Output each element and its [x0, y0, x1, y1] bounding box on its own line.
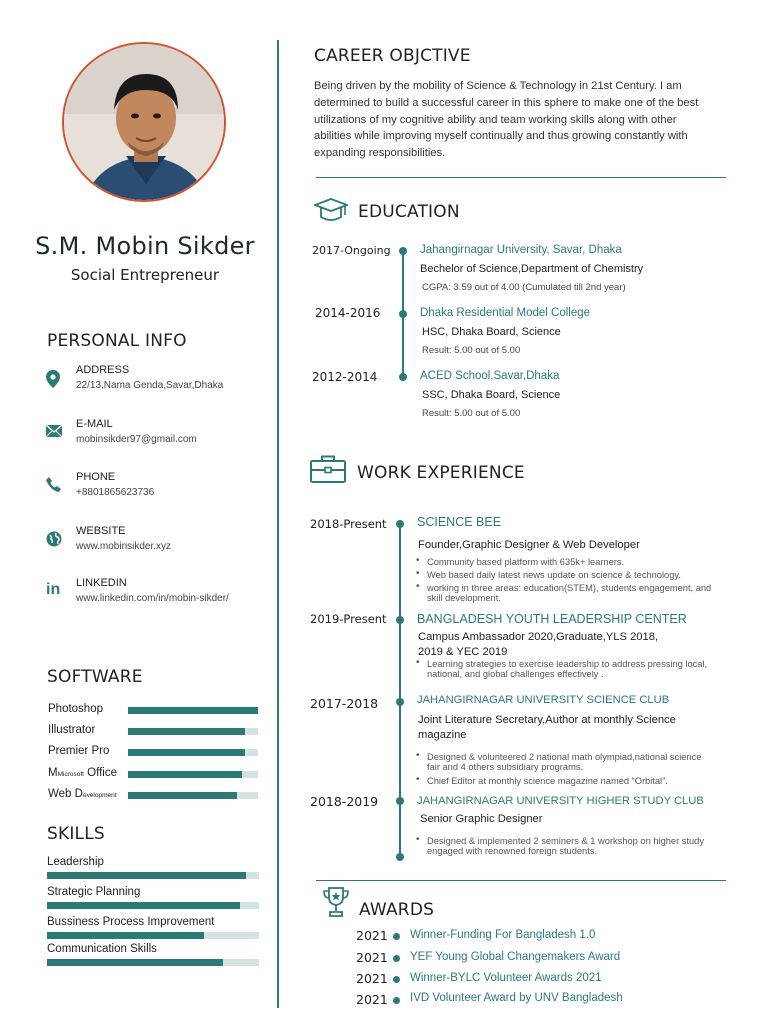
- education-result: Result: 5.00 out of 5.00: [422, 408, 521, 419]
- software-bar-track: [128, 749, 258, 756]
- skill-bar-track: [47, 872, 259, 879]
- award-dot: [393, 955, 400, 962]
- education-degree: HSC, Dhaka Board, Science: [422, 326, 561, 338]
- work-years: 2018-2019: [310, 794, 379, 809]
- software-bar-track: [128, 771, 258, 778]
- work-position: Joint Literature Secretary,Author at monthly Science magazine: [418, 714, 676, 741]
- software-bar-track: [128, 728, 258, 735]
- software-bar-fill: [128, 749, 245, 756]
- software-item: [48, 745, 260, 761]
- timeline-dot: [399, 247, 407, 255]
- section-divider: [316, 880, 726, 881]
- timeline-dot: [399, 310, 407, 318]
- education-institution: Jahangirnagar University, Savar, Dhaka: [420, 244, 622, 256]
- work-years: 2018-Present: [310, 517, 387, 531]
- profile-name: S.M. Mobin Sikder: [35, 232, 255, 260]
- education-years: 2012-2014: [312, 370, 378, 384]
- work-years: 2019-Present: [310, 612, 387, 626]
- info-value: www.mobinsikder.xyz: [76, 541, 172, 552]
- section-divider: [316, 177, 726, 178]
- info-value: +8801865623736: [76, 487, 155, 498]
- education-degree: SSC, Dhaka Board, Science: [422, 389, 561, 401]
- skill-bar-track: [47, 959, 259, 966]
- info-label: ADDRESS: [76, 364, 130, 376]
- skill-item: [47, 943, 259, 967]
- graduation-cap-icon: [314, 198, 348, 229]
- education-result: CGPA: 3.59 out of 4.00 (Cumulated till 2nd year): [422, 282, 626, 293]
- location-pin-icon: [46, 370, 64, 388]
- software-label: Premier Pro: [48, 745, 110, 757]
- personal-info-heading: PERSONAL INFO: [47, 331, 187, 351]
- software-label-small: evelopment: [82, 792, 117, 799]
- work-bullet: • Chief Editor at monthly science magazine named “Orbital”.: [416, 776, 716, 786]
- award-year: 2021: [356, 971, 388, 986]
- work-bullet: • Designed & volunteered 2 national math olympiad,national science fair and 4 others subsidiary programs.: [416, 752, 708, 772]
- award-year: 2021: [356, 992, 388, 1007]
- timeline-dot: [396, 616, 404, 624]
- skill-bar-fill: [47, 959, 223, 966]
- skills-heading: SKILLS: [47, 824, 105, 844]
- timeline-dot: [396, 797, 404, 805]
- award-title: YEF Young Global Changemakers Award: [410, 951, 621, 963]
- globe-icon: [46, 531, 64, 549]
- work-bullet: • Community based platform with 635k+ learners.: [416, 557, 716, 567]
- education-result: Result: 5.00 out of 5.00: [422, 345, 521, 356]
- info-value: mobinsikder97@gmail.com: [76, 434, 197, 445]
- work-position: Senior Graphic Designer: [420, 813, 543, 825]
- phone-icon: [46, 477, 64, 495]
- software-label-main: Office: [87, 767, 117, 779]
- timeline-dot: [396, 853, 404, 861]
- education-institution: ACED School,Savar,Dhaka: [420, 370, 560, 382]
- objective-text: Being driven by the mobility of Science & Technology in 21st Century. I am determined to build a successful career in this sphere to make one of the best utilizations of my cognitive ability and team working skills along with other abilities while improving myself continually and thus growing constantly with expanding responsibilities.: [314, 80, 699, 160]
- software-bar-track: [128, 707, 258, 714]
- software-item: [48, 788, 260, 804]
- info-label: PHONE: [76, 471, 116, 483]
- work-position: Founder,Graphic Designer & Web Developer: [418, 539, 640, 551]
- awards-heading: AWARDS: [359, 900, 435, 920]
- work-position: Campus Ambassador 2020,Graduate,YLS 2018, 2019 & YEC 2019: [418, 631, 659, 658]
- award-title: Winner-Funding For Bangladesh 1.0: [410, 929, 596, 941]
- skill-item: [47, 916, 259, 940]
- work-bullet: • Web based daily latest news update on science & technology.: [416, 570, 716, 580]
- software-bar-fill: [128, 792, 237, 799]
- software-label: Illustrator: [48, 724, 96, 736]
- timeline-dot: [396, 520, 404, 528]
- objective-heading: CAREER OBJCTIVE: [314, 46, 471, 66]
- work-timeline-line: [399, 522, 401, 858]
- work-organization: JAHANGIRNAGAR UNIVERSITY HIGHER STUDY CLUB: [417, 795, 704, 807]
- skill-item: [47, 886, 259, 910]
- software-bar-fill: [128, 707, 258, 714]
- work-organization: BANGLADESH YOUTH LEADERSHIP CENTER: [417, 612, 687, 626]
- skill-label: Bussiness Process Improvement: [47, 916, 215, 928]
- work-years: 2017-2018: [310, 696, 379, 711]
- skill-label: Strategic Planning: [47, 886, 141, 898]
- profile-photo: [62, 42, 226, 202]
- briefcase-icon: [310, 455, 346, 488]
- education-degree: Bechelor of Science,Department of Chemistry: [420, 263, 644, 275]
- skill-item: [47, 856, 259, 880]
- software-item: [48, 767, 260, 783]
- envelope-icon: [46, 424, 64, 442]
- work-organization: JAHANGIRNAGAR UNIVERSITY SCIENCE CLUB: [417, 694, 670, 706]
- software-label: [48, 788, 117, 800]
- software-bar-fill: [128, 728, 245, 735]
- trophy-icon: [322, 886, 350, 923]
- skill-bar-fill: [47, 932, 204, 939]
- software-bar-fill: [128, 771, 242, 778]
- skill-bar-track: [47, 932, 259, 939]
- work-experience-heading: WORK EXPERIENCE: [357, 463, 525, 483]
- award-title: Winner-BYLC Volunteer Awards 2021: [410, 972, 602, 984]
- skill-label: Leadership: [47, 856, 104, 868]
- work-bullet: • working in three areas: education(STEM), students engagement, and skill development.: [416, 583, 726, 603]
- software-bar-track: [128, 792, 258, 799]
- column-divider: [277, 40, 279, 1008]
- timeline-dot: [396, 698, 404, 706]
- profile-title: Social Entrepreneur: [70, 266, 220, 284]
- software-label-small: Microsoft: [57, 771, 84, 778]
- education-years: 2017-Ongoing: [312, 244, 391, 257]
- software-label: Photoshop: [48, 703, 103, 715]
- timeline-dot: [399, 373, 407, 381]
- award-year: 2021: [356, 950, 388, 965]
- skill-bar-track: [47, 902, 259, 909]
- info-value: 22/13,Nama Genda,Savar,Dhaka: [76, 380, 224, 391]
- work-bullet: • Learning strategies to exercise leadership to address pressing local, national, and global challenges effectively .: [416, 659, 716, 679]
- award-dot: [393, 933, 400, 940]
- info-label: WEBSITE: [76, 525, 126, 537]
- software-heading: SOFTWARE: [47, 667, 143, 687]
- linkedin-icon: in: [46, 581, 61, 598]
- info-label: E-MAIL: [76, 418, 113, 430]
- skill-bar-fill: [47, 902, 240, 909]
- skill-label: Communication Skills: [47, 943, 157, 955]
- skill-bar-fill: [47, 872, 246, 879]
- software-item: [48, 703, 260, 719]
- award-year: 2021: [356, 928, 388, 943]
- software-item: [48, 724, 260, 740]
- info-label: LINKEDIN: [76, 577, 127, 589]
- education-years: 2014-2016: [315, 306, 381, 320]
- work-organization: SCIENCE BEE: [417, 515, 502, 529]
- education-heading: EDUCATION: [358, 202, 460, 222]
- software-label-main: Web D: [48, 788, 83, 800]
- award-title: IVD Volunteer Award by UNV Bangladesh: [410, 992, 623, 1004]
- person-portrait-image: [64, 44, 226, 202]
- software-label: MMicrosoft Office: [48, 767, 117, 779]
- work-bullet: • Designed & implemented 2 seminers & 1 workshop on higher study engaged with renowned foreign students.: [416, 836, 716, 856]
- info-value: www.linkedin.com/in/mobin-sikder/: [76, 593, 229, 604]
- award-dot: [393, 976, 400, 983]
- education-institution: Dhaka Residential Model College: [420, 307, 591, 319]
- award-dot: [393, 997, 400, 1004]
